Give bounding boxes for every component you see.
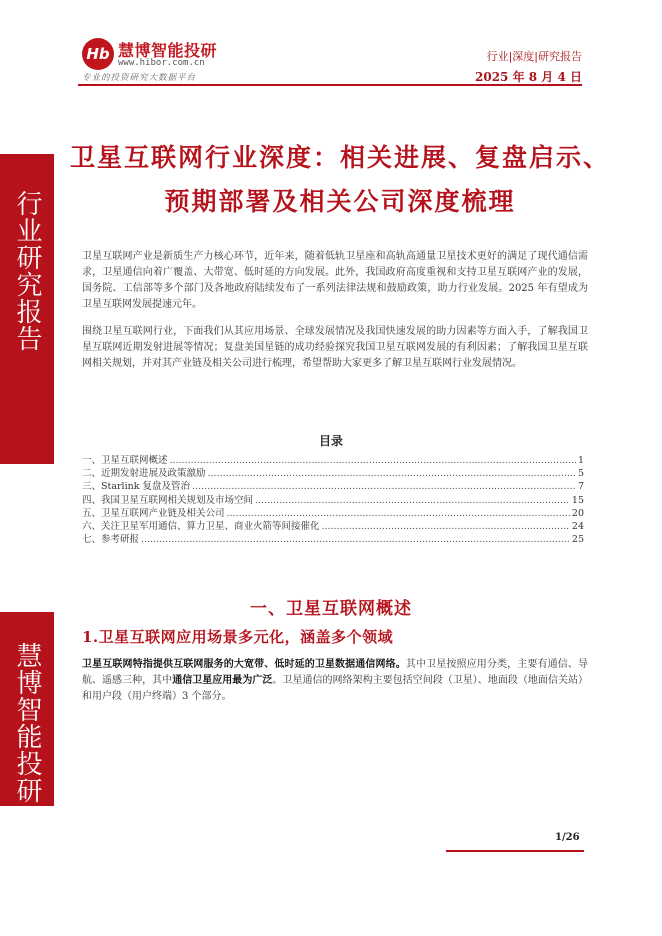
logo-slogan: 专业的投资研究大数据平台	[82, 73, 197, 83]
toc-item-page: 7	[577, 481, 584, 493]
footer-divider	[446, 850, 584, 852]
toc-leader	[141, 533, 570, 546]
toc-item-label: 四、我国卫星互联网相关规划及市场空间	[82, 494, 254, 506]
body-text: 其中卫星按照应用分类，主要有通信、导航、遥感三种，其中	[82, 659, 589, 686]
toc-leader	[227, 507, 570, 520]
toc-item[interactable]	[82, 480, 584, 493]
sidebar-report-type-label: 行业研究报告	[12, 190, 42, 352]
toc-item-page: 25	[571, 534, 584, 546]
toc-item-label: 三、Starlink 复盘及管治	[82, 481, 191, 493]
report-date: 2025 年 8 月 4 日	[475, 70, 582, 84]
header-divider	[78, 84, 582, 86]
logo-icon: Hb	[82, 38, 114, 70]
sidebar-brand-label: 慧博智能投研	[12, 642, 42, 804]
toc-item[interactable]	[82, 507, 584, 520]
toc-leader	[170, 454, 576, 467]
section-heading: 一、卫星互联网概述	[250, 599, 412, 619]
abstract-paragraph-2: 围绕卫星互联网行业，下面我们从其应用场景、全球发展情况及我国快速发展的助力因素等方面入手，了解我国卫星互联网近期发射进展等情况；复盘美国星链的成功经验探究我国卫星互联网发展的有利因素；了解我国卫星互联网相关规划，并对其产业链及相关公司进行梳理，希望帮助大家更多了解卫星互联网行业发展情况。	[82, 326, 588, 369]
page-title	[70, 136, 610, 224]
toc-item[interactable]	[82, 494, 584, 507]
toc-item-label: 二、近期发射进展及政策激励	[82, 468, 206, 480]
toc-leader	[208, 467, 576, 480]
logo-url: www.hibor.com.cn	[118, 58, 205, 68]
toc-item-label: 五、卫星互联网产业链及相关公司	[82, 507, 225, 519]
table-of-contents	[82, 454, 584, 546]
toc-item-label: 七、参考研报	[82, 534, 140, 546]
toc-item-page: 1	[577, 455, 584, 466]
bold-text: 通信卫星应用最为广泛	[172, 675, 273, 686]
subsection-heading: 1.卫星互联网应用场景多元化，涵盖多个领域	[82, 628, 394, 646]
toc-leader	[192, 480, 576, 493]
toc-item-page: 20	[571, 507, 584, 519]
toc-item[interactable]	[82, 533, 584, 546]
toc-item-page: 24	[571, 520, 584, 532]
toc-item[interactable]	[82, 520, 584, 533]
toc-leader	[322, 520, 570, 533]
title-line-2: 预期部署及相关公司深度梳理	[164, 187, 516, 216]
title-line-1: 卫星互联网行业深度：相关进展、复盘启示、	[70, 143, 611, 172]
page-number: 1/26	[555, 832, 580, 843]
toc-title: 目录	[318, 434, 343, 448]
abstract-paragraph-1: 卫星互联网产业是新质生产力核心环节，近年来，随着低轨卫星座和高轨高通量卫星技术更好的满足了现代通信需求，卫星通信向着广覆盖、大带宽、低时延的方向发展。此外，我国政府高度重视和支持卫星互联网产业的发展，国务院、工信部等多个部门及各地政府陆续发布了一系列法律法规和鼓励政策，助力行业发展。2025 年有望成为卫星互联网发展提速元年。	[82, 251, 588, 310]
report-category: 行业|深度|研究报告	[486, 50, 582, 63]
brand-logo	[82, 38, 242, 84]
toc-item-page: 5	[577, 468, 584, 480]
toc-leader	[255, 494, 570, 507]
toc-item-label: 六、关注卫星军用通信、算力卫星、商业火箭等间接催化	[82, 520, 320, 532]
toc-item-page: 15	[571, 494, 584, 506]
toc-item-label: 一、卫星互联网概述	[82, 455, 168, 466]
toc-item[interactable]	[82, 454, 584, 467]
bold-text: 卫星互联网特指提供互联网服务的大宽带、低时延的卫星数据通信网络。	[82, 659, 406, 670]
section-paragraph	[82, 657, 588, 705]
logo-name: 慧博智能投研	[118, 41, 218, 60]
toc-item[interactable]	[82, 467, 584, 480]
body-text: 。卫星通信的网络架构主要包括空间段（卫星）、地面段（地面信关站）和用户段（用户终端）3 个部分。	[82, 675, 589, 702]
header-meta	[475, 48, 582, 85]
